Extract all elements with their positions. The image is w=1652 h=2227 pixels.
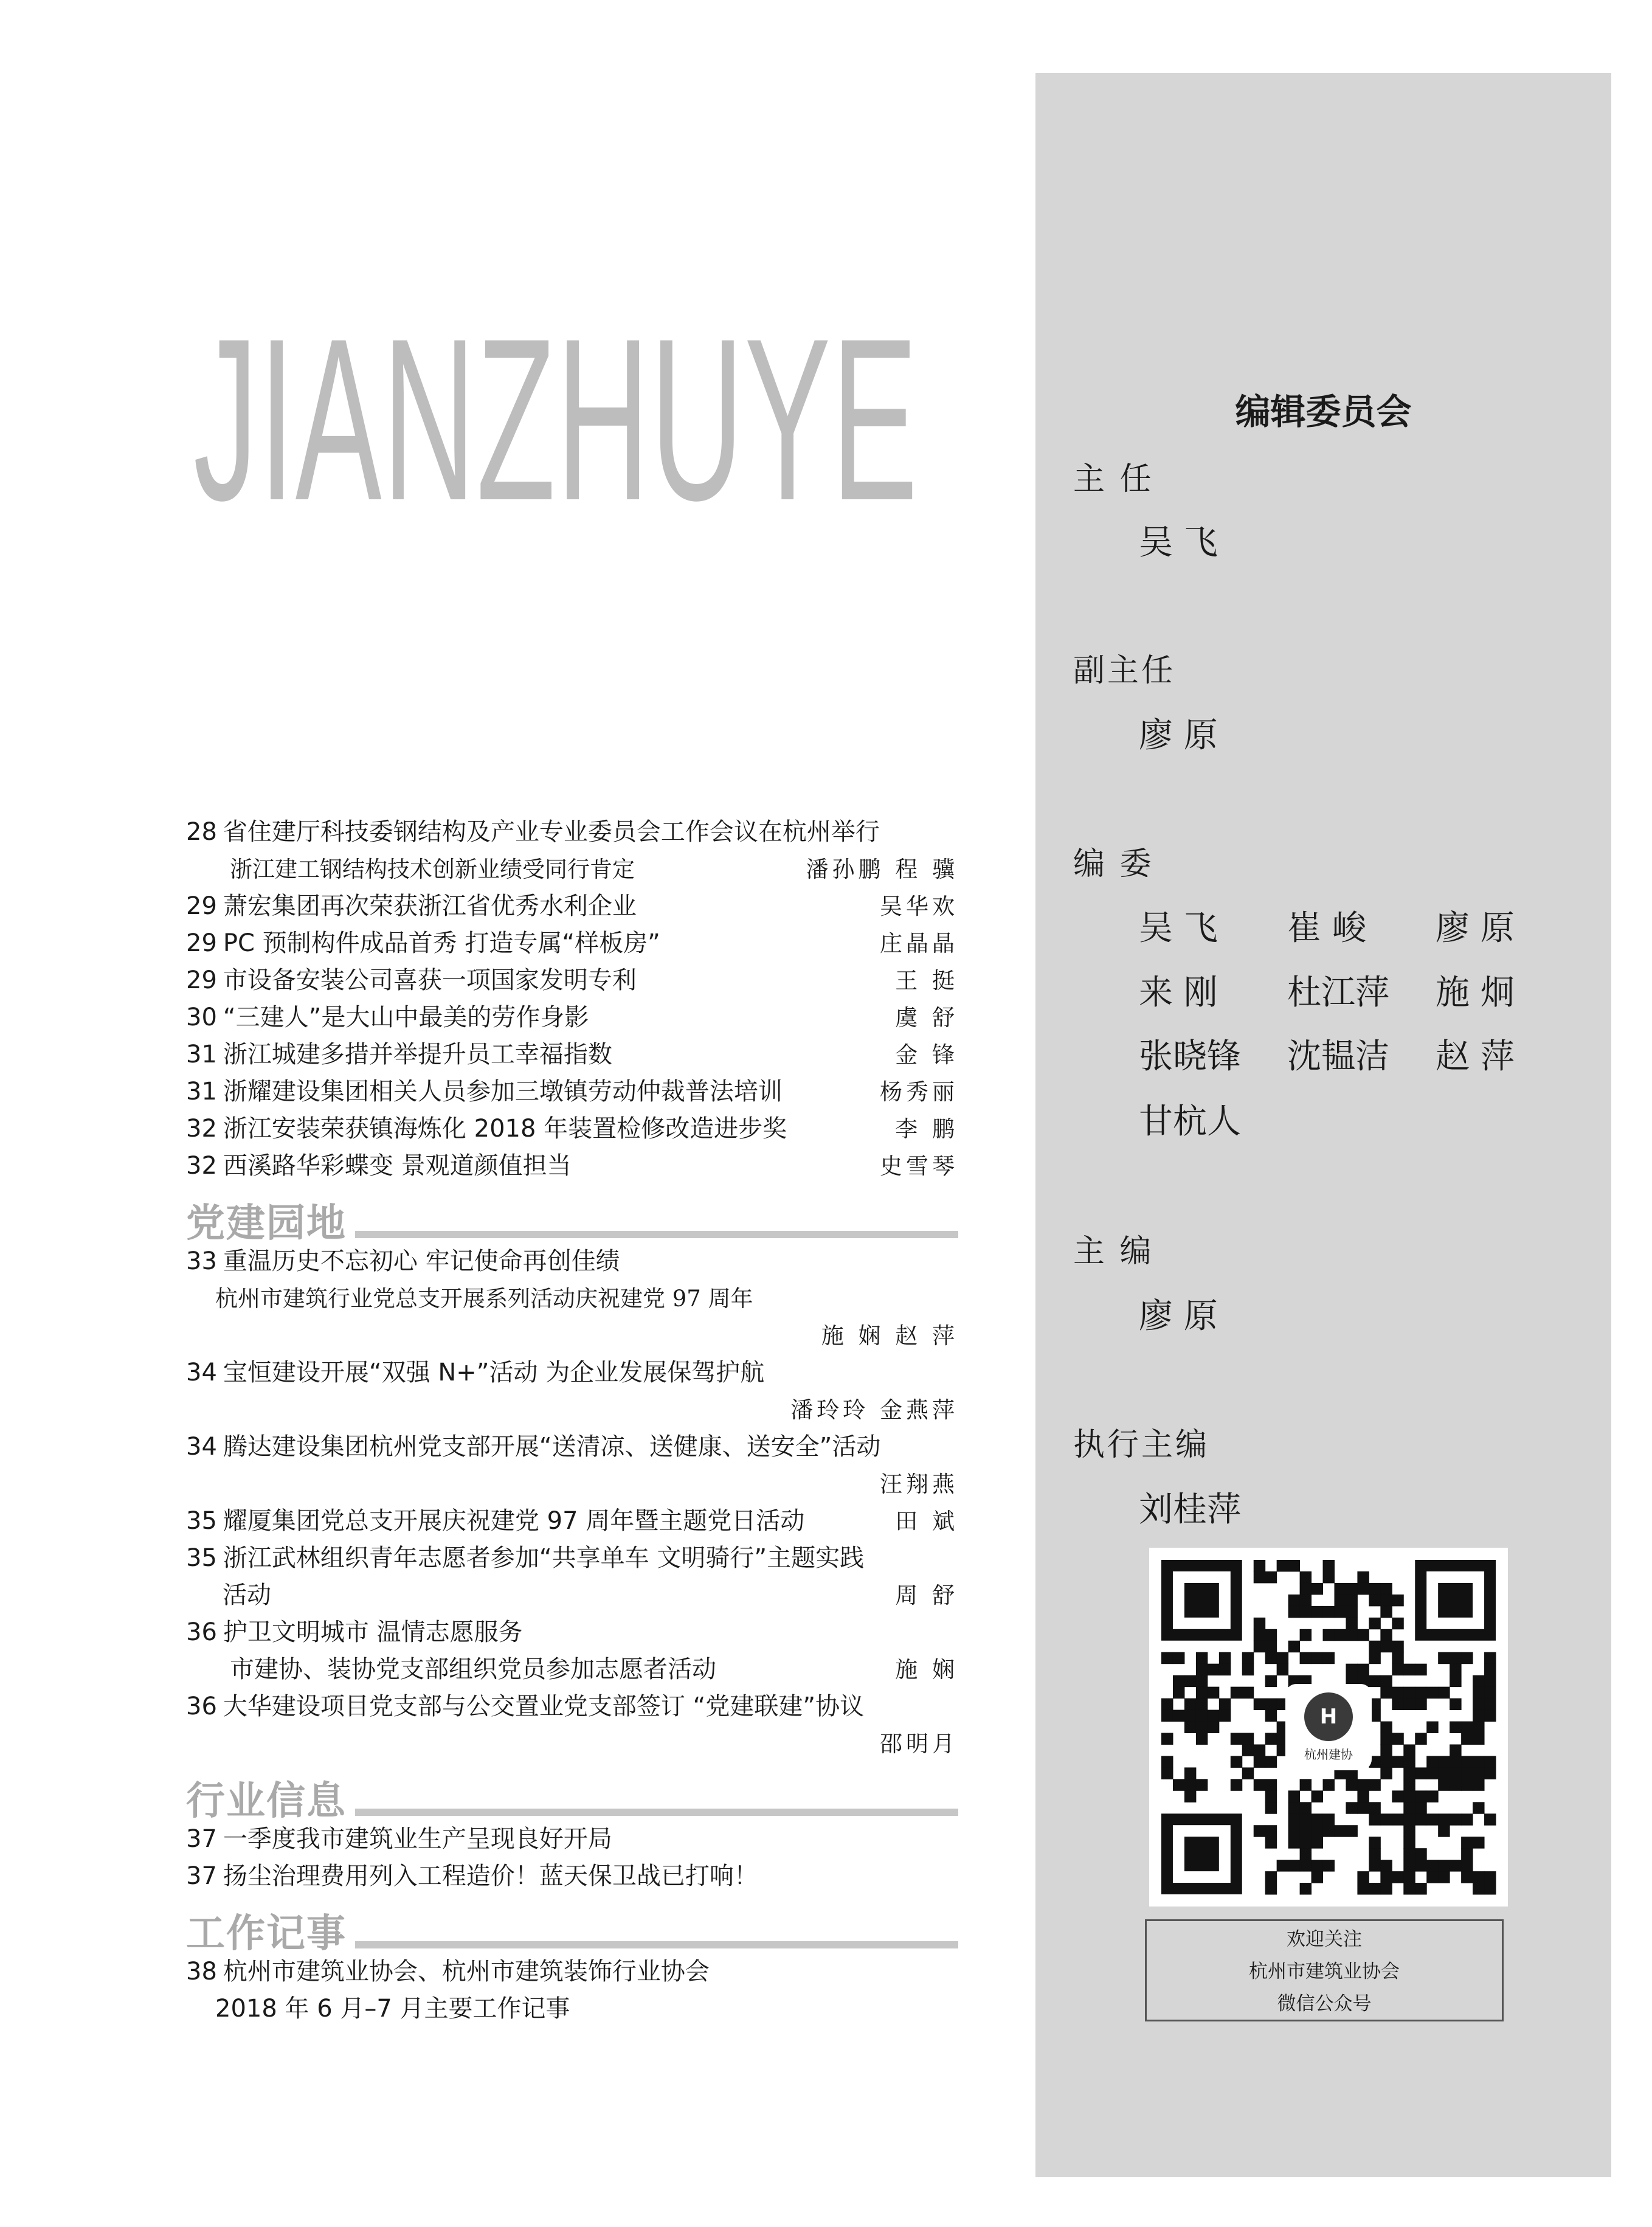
article-title: 市设备安装公司喜获一项国家发明专利	[223, 966, 637, 994]
article-author: 金 锋	[895, 1042, 958, 1068]
section-rule	[355, 1941, 958, 1948]
article-title: 萧宏集团再次荣获浙江省优秀水利企业	[223, 892, 637, 920]
article-author: 虞 舒	[895, 1005, 958, 1031]
toc-entry	[186, 814, 958, 851]
toc-entry	[186, 1614, 958, 1651]
section-title: 工作记事	[186, 1911, 347, 1956]
toc-entry-text	[186, 962, 883, 999]
section-title: 党建园地	[186, 1201, 347, 1246]
toc-entry	[186, 1148, 958, 1185]
article-title: 杭州市建筑业协会、杭州市建筑装饰行业协会	[223, 1958, 710, 1986]
label-editor-in-chief: 主 编	[1073, 1233, 1154, 1270]
qr-caption	[1145, 1919, 1504, 2021]
name-editor-in-chief: 廖 原	[1139, 1297, 1218, 1336]
article-title: 扬尘治理费用列入工程造价！蓝天保卫战已打响！	[223, 1862, 758, 1890]
logo-text: 杭州建协	[1304, 1747, 1353, 1762]
article-title: “三建人”是大山中最美的劳作身影	[223, 1003, 589, 1031]
article-author: 田 斌	[895, 1508, 958, 1534]
toc-entry	[186, 1429, 958, 1466]
article-author: 庄晶晶	[880, 930, 958, 957]
page-number: 30	[186, 1003, 217, 1031]
toc-entry-text	[186, 925, 868, 962]
toc-entry-text	[186, 1858, 946, 1895]
label-director: 主 任	[1073, 461, 1154, 497]
page-number: 31	[186, 1078, 217, 1106]
toc-entry	[186, 1354, 958, 1391]
page-number: 29	[186, 966, 217, 994]
article-title: 浙江城建多措并举提升员工幸福指数	[223, 1041, 612, 1068]
section-rule	[355, 1231, 958, 1238]
article-title: 重温历史不忘初心 牢记使命再创佳绩	[223, 1247, 620, 1275]
toc-entry-text	[186, 1614, 946, 1651]
article-title: 宝恒建设开展“双强 N+”活动 为企业发展保驾护航	[223, 1359, 765, 1387]
wechat-qr-code[interactable]	[1149, 1548, 1508, 1907]
article-author: 潘玲玲 金燕萍	[790, 1397, 958, 1423]
toc-entry	[186, 1317, 958, 1354]
label-board-members: 编 委	[1073, 846, 1154, 882]
toc-entry	[186, 1243, 958, 1280]
article-title: 西溪路华彩蝶变 景观道颜值担当	[223, 1152, 572, 1180]
toc-entry-text	[186, 1110, 883, 1148]
toc-entry	[186, 1990, 958, 2028]
page-number: 34	[186, 1433, 217, 1461]
page-number: 32	[186, 1152, 217, 1180]
toc-entry-text	[186, 1577, 883, 1614]
article-author: 李 鹏	[895, 1116, 958, 1142]
board-member: 沈韫洁	[1287, 1037, 1389, 1076]
toc-entry-text	[186, 851, 793, 888]
page-number: 37	[186, 1825, 217, 1853]
toc-entry	[186, 1503, 958, 1540]
toc-entry	[186, 1953, 958, 1990]
page-number: 38	[186, 1958, 217, 1986]
toc-entry	[186, 1466, 958, 1503]
article-title: 大华建设项目党支部与公交置业党支部签订 “党建联建”协议	[223, 1692, 865, 1720]
toc-entry-text	[186, 1821, 946, 1858]
board-member: 张晓锋	[1139, 1037, 1241, 1076]
toc-entry	[186, 1280, 958, 1317]
section-heading	[186, 1187, 958, 1246]
association-logo	[1285, 1684, 1372, 1770]
article-author: 施 娴	[895, 1657, 958, 1683]
brand-wordmark: JIANZHUYE	[193, 290, 919, 549]
toc-entry	[186, 1821, 958, 1858]
toc-entry-text	[186, 1990, 946, 2028]
name-deputy-director: 廖 原	[1139, 716, 1218, 755]
board-member: 廖 原	[1436, 909, 1515, 948]
page-number: 29	[186, 929, 217, 957]
toc-entry	[186, 1858, 958, 1895]
page-number: 28	[186, 818, 217, 846]
article-title: 耀厦集团党总支开展庆祝建党 97 周年暨主题党日活动	[223, 1507, 805, 1535]
article-title: 护卫文明城市 温情志愿服务	[223, 1618, 523, 1646]
toc-entry	[186, 1073, 958, 1110]
board-member: 杜江萍	[1287, 973, 1389, 1013]
board-member: 施 炯	[1436, 973, 1515, 1013]
toc-entry-text	[186, 1243, 946, 1280]
logo-mark-icon: H	[1304, 1692, 1353, 1741]
toc-entry	[186, 999, 958, 1036]
toc-entry	[186, 851, 958, 888]
qr-caption-line: 欢迎关注	[1287, 1928, 1362, 1950]
article-title: 活动	[223, 1581, 271, 1609]
toc-entry-text	[186, 1073, 868, 1110]
article-title: 浙江安装荣获镇海炼化 2018 年装置检修改造进步奖	[223, 1115, 787, 1143]
name-director: 吴 飞	[1139, 523, 1218, 563]
toc-entry	[186, 1036, 958, 1073]
article-author: 周 舒	[895, 1582, 958, 1609]
board-member: 赵 萍	[1436, 1037, 1515, 1076]
article-author: 汪翔燕	[880, 1471, 958, 1497]
toc-entry-text	[186, 1280, 946, 1317]
toc-entry	[186, 888, 958, 925]
toc-entry	[186, 1688, 958, 1725]
board-member: 甘杭人	[1139, 1102, 1241, 1141]
article-author: 史雪琴	[880, 1153, 958, 1179]
label-executive-editor: 执行主编	[1073, 1427, 1210, 1463]
toc-entry-text	[186, 888, 868, 925]
section-heading	[186, 1897, 958, 1956]
article-title: 腾达建设集团杭州党支部开展“送清凉、送健康、送安全”活动	[223, 1433, 881, 1461]
toc-entry	[186, 1110, 958, 1148]
page-number: 32	[186, 1115, 217, 1143]
article-title: 省住建厅科技委钢结构及产业专业委员会工作会议在杭州举行	[223, 818, 880, 846]
page-number: 29	[186, 892, 217, 920]
board-member: 吴 飞	[1139, 909, 1218, 948]
toc-entry	[186, 1725, 958, 1762]
toc-entry-text	[186, 1354, 946, 1391]
toc-entry-text	[186, 1540, 946, 1577]
article-title: 杭州市建筑行业党总支开展系列活动庆祝建党 97 周年	[215, 1286, 753, 1312]
article-title: PC 预制构件成品首秀 打造专属“样板房”	[223, 929, 660, 957]
toc-entry-text	[186, 1953, 946, 1990]
board-member: 来 刚	[1139, 973, 1218, 1013]
qr-caption-line: 微信公众号	[1277, 1993, 1372, 2015]
editorial-board-title: 编辑委员会	[1235, 391, 1412, 432]
page-number: 36	[186, 1692, 217, 1720]
toc-entry	[186, 1651, 958, 1688]
article-title: 2018 年 6 月–7 月主要工作记事	[215, 1995, 570, 2023]
article-author: 王 挺	[895, 968, 958, 994]
toc-entry	[186, 1577, 958, 1614]
toc-entry	[186, 1540, 958, 1577]
page-number: 36	[186, 1618, 217, 1646]
toc-entry-text	[186, 999, 883, 1036]
toc-entry	[186, 1391, 958, 1429]
page-number: 35	[186, 1507, 217, 1535]
table-of-contents	[186, 814, 958, 2028]
article-title: 浙江武林组织青年志愿者参加“共享单车 文明骑行”主题实践	[223, 1544, 865, 1572]
board-member: 崔 峻	[1287, 909, 1366, 948]
article-author: 杨秀丽	[880, 1079, 958, 1105]
article-title: 浙江建工钢结构技术创新业绩受同行肯定	[230, 856, 635, 882]
qr-caption-line: 杭州市建筑业协会	[1249, 1961, 1400, 1983]
toc-entry-text	[186, 814, 946, 851]
article-title: 市建协、装协党支部组织党员参加志愿者活动	[230, 1655, 716, 1683]
section-title: 行业信息	[186, 1779, 347, 1824]
page-number: 37	[186, 1862, 217, 1890]
section-rule	[355, 1809, 958, 1816]
article-author: 施 娴 赵 萍	[821, 1323, 958, 1349]
section-heading	[186, 1765, 958, 1824]
article-title: 一季度我市建筑业生产呈现良好开局	[223, 1825, 612, 1853]
label-deputy-director: 副主任	[1073, 653, 1176, 689]
article-title: 浙耀建设集团相关人员参加三墩镇劳动仲裁普法培训	[223, 1078, 783, 1106]
page-number: 35	[186, 1544, 217, 1572]
toc-entry-text	[186, 1651, 883, 1688]
toc-entry-text	[186, 1148, 868, 1185]
toc-entry-text	[186, 1503, 883, 1540]
name-executive-editor: 刘桂萍	[1139, 1490, 1241, 1529]
page-number: 34	[186, 1359, 217, 1387]
toc-entry-text	[186, 1688, 946, 1725]
toc-entry-text	[186, 1429, 946, 1466]
editorial-board-panel	[1035, 73, 1611, 2177]
toc-entry-text	[186, 1036, 883, 1073]
article-author: 吴华欢	[880, 893, 958, 920]
toc-entry	[186, 962, 958, 999]
article-author: 邵明月	[880, 1731, 958, 1757]
article-author: 潘孙鹏 程 骥	[806, 856, 958, 882]
toc-entry	[186, 925, 958, 962]
page-number: 33	[186, 1247, 217, 1275]
page-number: 31	[186, 1041, 217, 1068]
